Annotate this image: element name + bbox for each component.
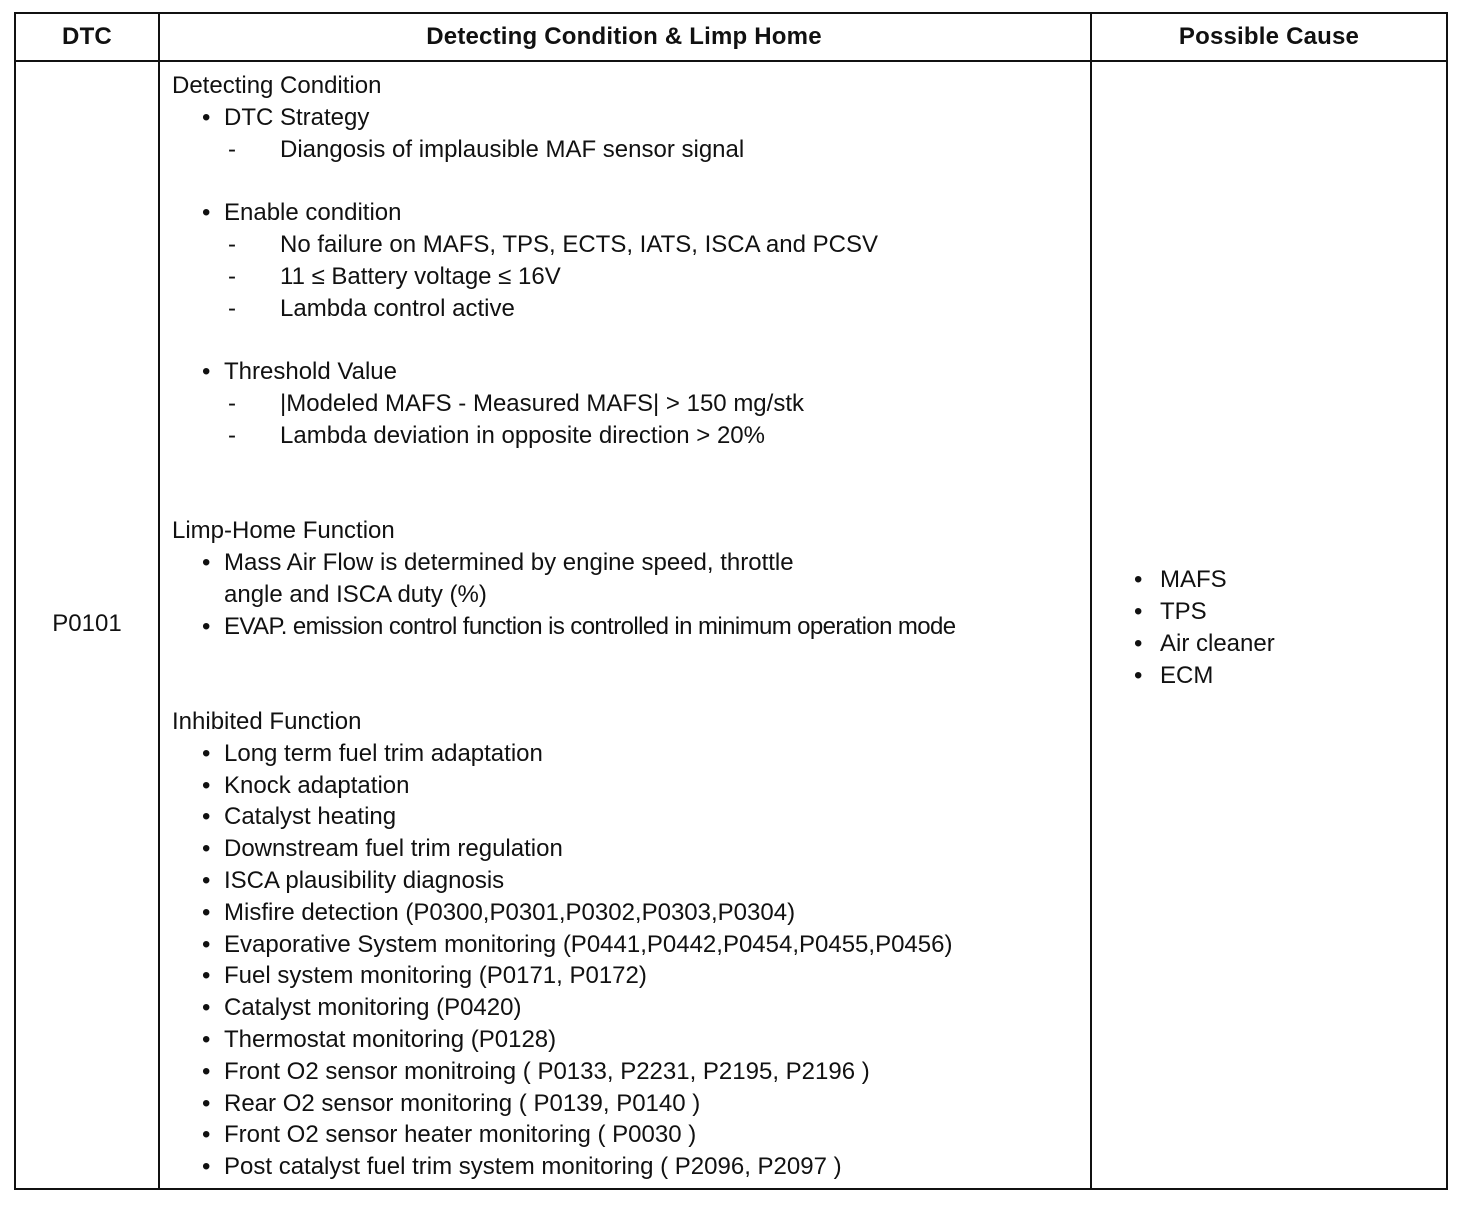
possible-cause-item: • Air cleaner	[1106, 628, 1446, 660]
sub-item: - Diangosis of implausible MAF sensor signal	[172, 134, 1102, 166]
header-possible-cause: Possible Cause	[1178, 23, 1360, 50]
possible-cause-item: • MAFS	[1106, 564, 1446, 596]
bullet-icon: •	[202, 548, 211, 576]
inhibited-item: • ISCA plausibility diagnosis	[172, 865, 1102, 897]
dash-icon: -	[228, 421, 236, 449]
inhibited-function-title: Inhibited Function	[172, 707, 362, 735]
bullet-icon: •	[1134, 662, 1143, 689]
bullet-icon: •	[202, 898, 211, 926]
dash-icon: -	[228, 262, 236, 290]
bullet-icon: •	[202, 739, 211, 767]
condition-cell	[172, 70, 1102, 1183]
possible-cause-list	[1106, 564, 1446, 692]
bullet-icon: •	[202, 199, 211, 227]
inhibited-item: • Long term fuel trim adaptation	[172, 738, 1102, 770]
bullet-icon: •	[202, 835, 211, 863]
bullet-icon: •	[202, 358, 211, 386]
bullet-icon: •	[202, 994, 211, 1022]
inhibited-item: • Rear O2 sensor monitoring ( P0139, P0140 )	[172, 1088, 1102, 1120]
bullet-item: • DTC Strategy	[172, 102, 1102, 134]
bullet-icon: •	[202, 1089, 211, 1117]
inhibited-item: • Post catalyst fuel trim system monitoring ( P2096, P2097 )	[172, 1151, 1102, 1183]
dtc-code: P0101	[52, 610, 122, 637]
sub-item: - Lambda deviation in opposite direction > 20%	[172, 420, 1102, 452]
bullet-icon: •	[202, 1121, 211, 1149]
column-divider	[158, 14, 160, 1188]
header-detecting-condition: Detecting Condition & Limp Home	[426, 23, 822, 50]
dash-icon: -	[228, 135, 236, 163]
bullet-icon: •	[1134, 566, 1143, 593]
bullet-icon: •	[202, 771, 211, 799]
dtc-table	[14, 12, 1448, 1190]
sub-item: - No failure on MAFS, TPS, ECTS, IATS, ISCA and PCSV	[172, 229, 1102, 261]
inhibited-item: • Knock adaptation	[172, 770, 1102, 802]
bullet-continuation: angle and ISCA duty (%)	[224, 580, 487, 608]
possible-cause-item: • TPS	[1106, 596, 1446, 628]
dash-icon: -	[228, 389, 236, 417]
header-dtc: DTC	[62, 23, 112, 50]
inhibited-item: • Front O2 sensor heater monitoring ( P0030 )	[172, 1119, 1102, 1151]
inhibited-item: • Misfire detection (P0300,P0301,P0302,P0303,P0304)	[172, 897, 1102, 929]
inhibited-item: • Front O2 sensor monitroing ( P0133, P2231, P2195, P2196 )	[172, 1056, 1102, 1088]
bullet-item: • Enable condition	[172, 197, 1102, 229]
header-divider	[16, 60, 1446, 62]
bullet-icon: •	[202, 930, 211, 958]
bullet-item: • Mass Air Flow is determined by engine speed, throttle	[172, 547, 1102, 579]
limp-home-title: Limp-Home Function	[172, 517, 395, 545]
bullet-item: • Threshold Value	[172, 356, 1102, 388]
sub-item: - |Modeled MAFS - Measured MAFS| > 150 mg/stk	[172, 388, 1102, 420]
bullet-icon: •	[202, 866, 211, 894]
bullet-icon: •	[202, 803, 211, 831]
bullet-icon: •	[202, 962, 211, 990]
inhibited-item: • Catalyst heating	[172, 801, 1102, 833]
bullet-icon: •	[202, 103, 211, 131]
detecting-condition-title: Detecting Condition	[172, 72, 382, 99]
bullet-icon: •	[1134, 630, 1143, 657]
dash-icon: -	[228, 230, 236, 258]
inhibited-item: • Catalyst monitoring (P0420)	[172, 992, 1102, 1024]
bullet-icon: •	[202, 1057, 211, 1085]
dash-icon: -	[228, 294, 236, 322]
bullet-icon: •	[202, 1153, 211, 1181]
inhibited-list	[172, 738, 1102, 1183]
bullet-icon: •	[1134, 598, 1143, 625]
sub-item: - 11 ≤ Battery voltage ≤ 16V	[172, 261, 1102, 293]
bullet-icon: •	[202, 1025, 211, 1053]
inhibited-item: • Evaporative System monitoring (P0441,P0442,P0454,P0455,P0456)	[172, 929, 1102, 961]
bullet-icon: •	[202, 612, 211, 640]
bullet-item: • EVAP. emission control function is controlled in minimum operation mode	[172, 611, 1102, 643]
sub-item: - Lambda control active	[172, 293, 1102, 325]
inhibited-item: • Thermostat monitoring (P0128)	[172, 1024, 1102, 1056]
inhibited-item: • Downstream fuel trim regulation	[172, 833, 1102, 865]
inhibited-item: • Fuel system monitoring (P0171, P0172)	[172, 960, 1102, 992]
possible-cause-item: • ECM	[1106, 660, 1446, 692]
